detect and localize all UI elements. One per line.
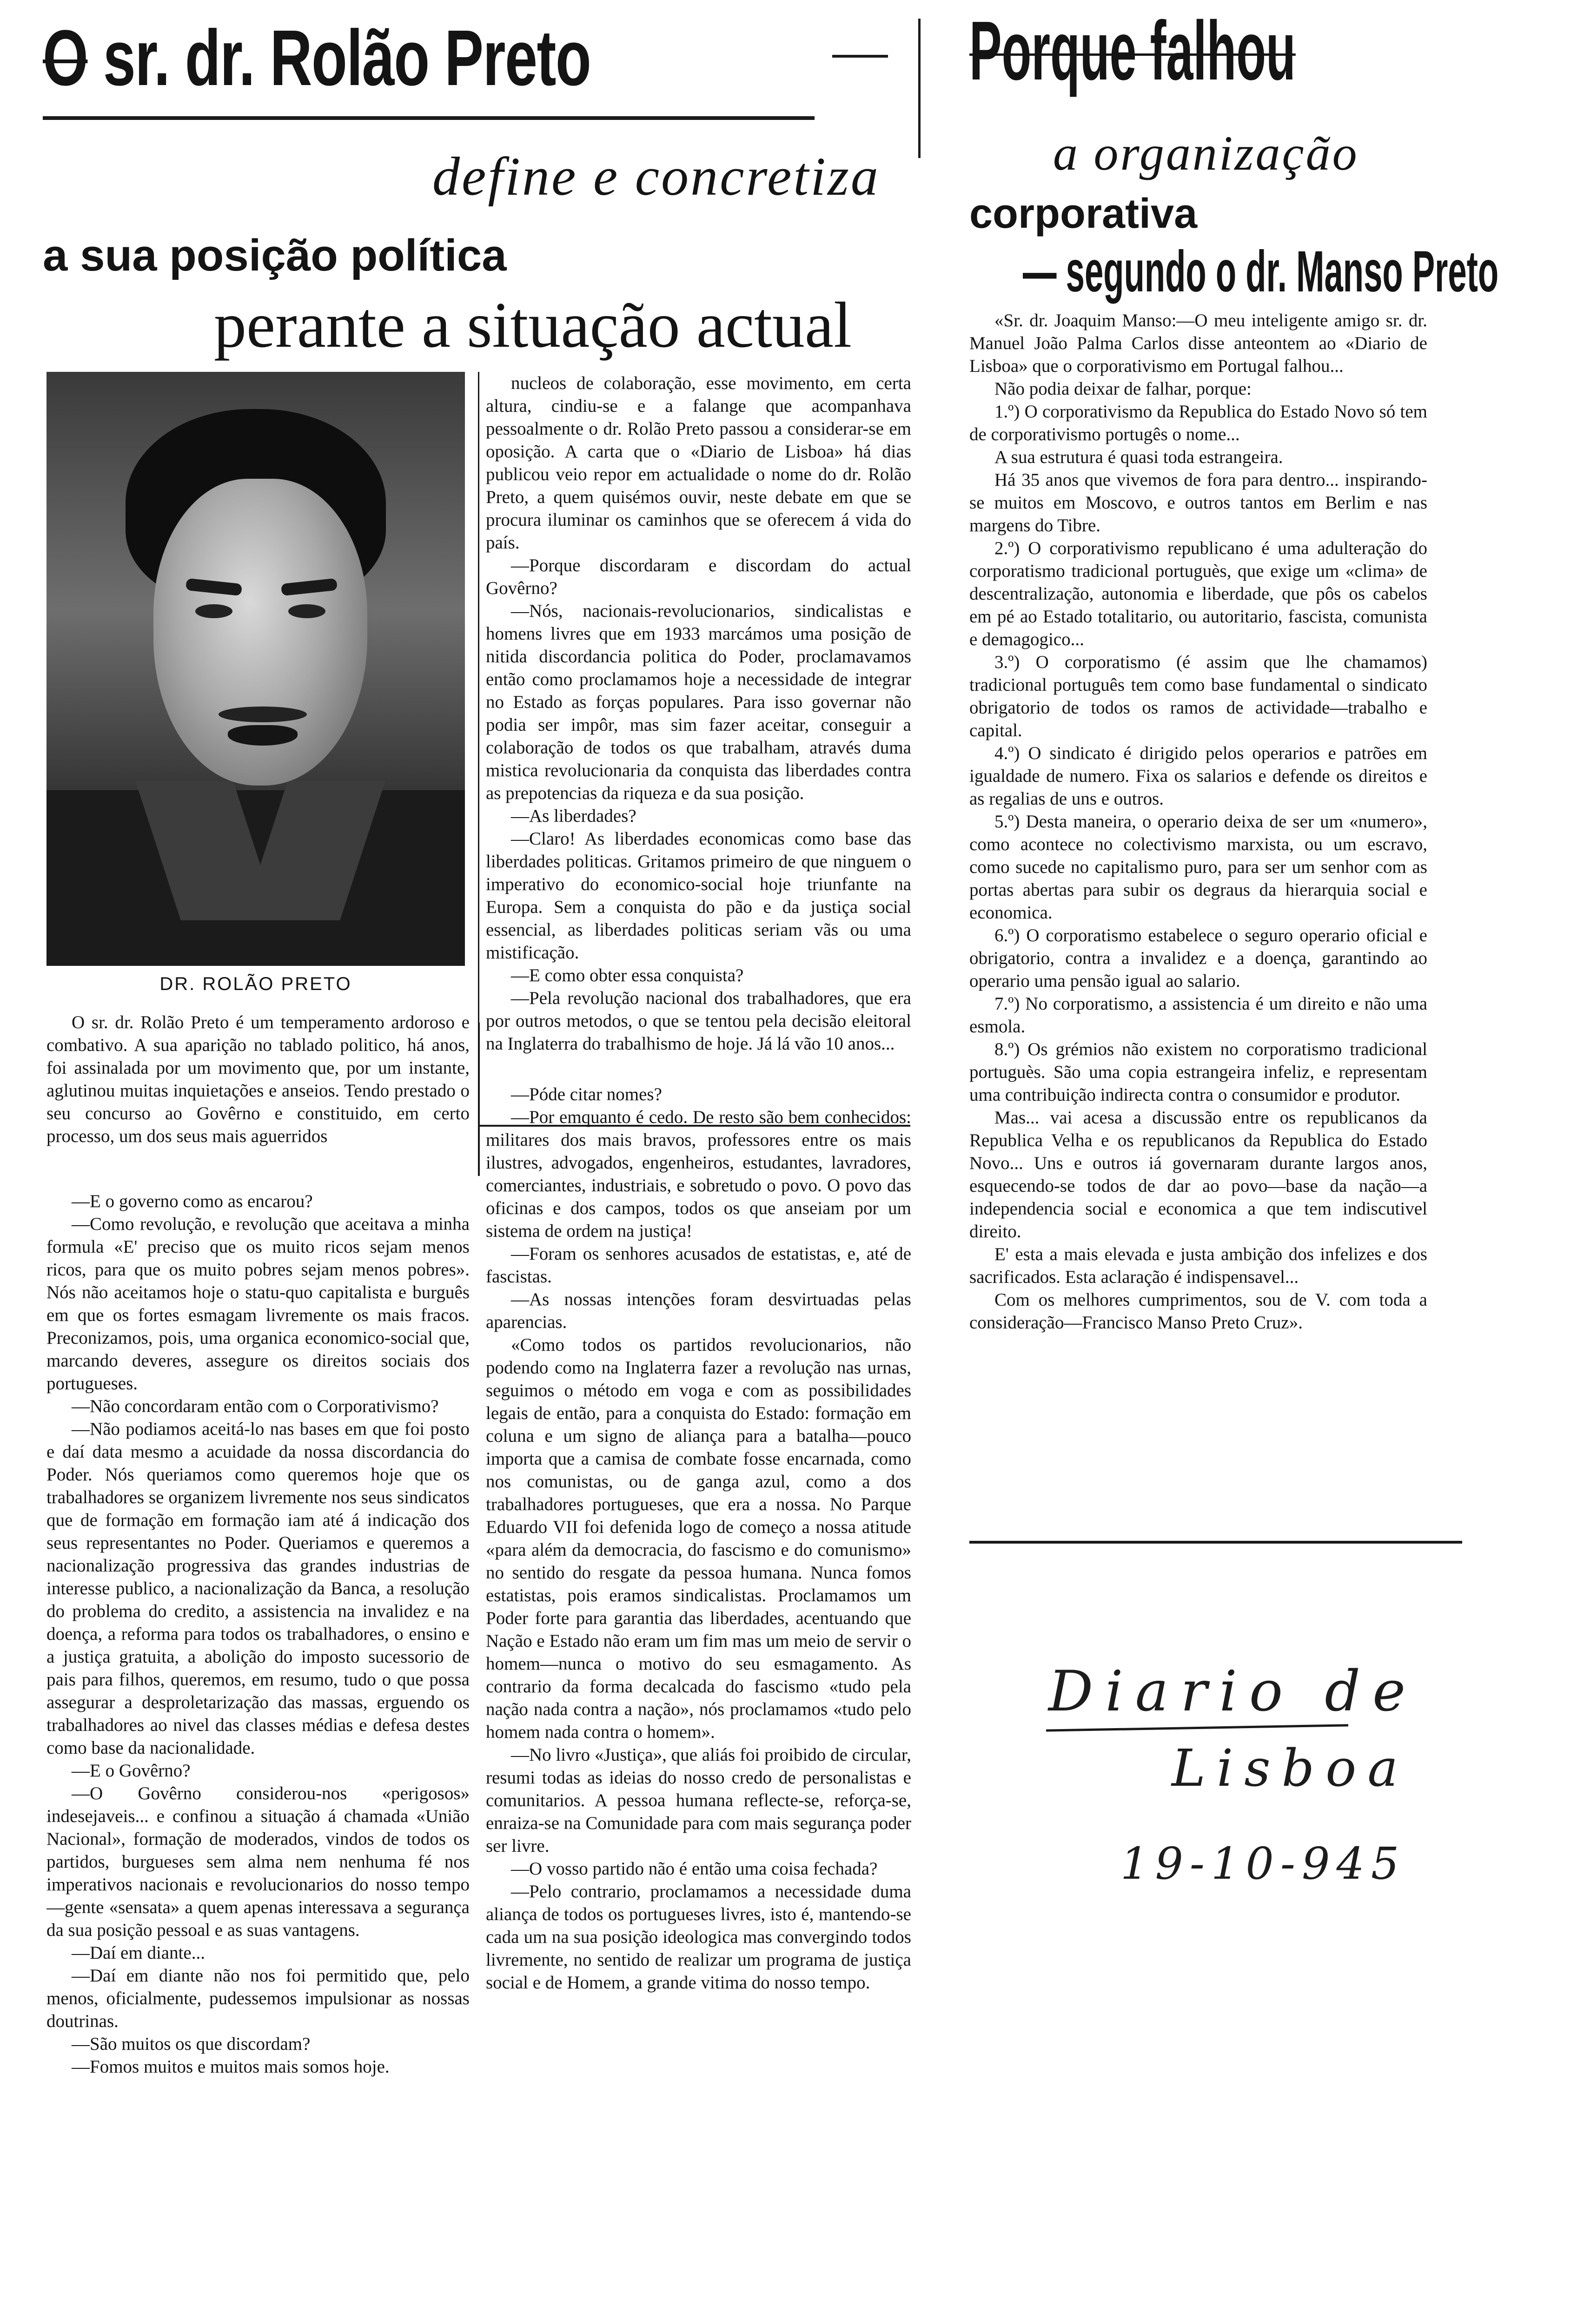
right-para: 6.º) O corporatismo estabelece o seguro operario oficial e obrigatorio, contra a invalidez e a doença, garantindo ao operario uma pensão igual ao salario.: [969, 925, 1427, 991]
right-para: Há 35 anos que vivemos de fora para dentro... inspirando-se muitos em Moscovo, e outros tantos em Berlim e nas margens do Tibre.: [969, 470, 1427, 535]
left-subhead-script: define e concretiza: [432, 146, 880, 207]
right-para: 5.º) Desta maneira, o operario deixa de ser um «numero», como acontece no colectivismo marxista, ou um escravo, como sucede no capitalismo puro, para ser um senhor com as portas abertas para subir os degraus da hierarquia social e economica.: [969, 812, 1427, 923]
handwritten-source-line2: Lisboa: [1172, 1738, 1409, 1798]
left-para: —E o governo como as encarou?: [72, 1191, 313, 1211]
right-para: 4.º) O sindicato é dirigido pelos operarios e patrões em igualdade de numero. Fixa os salarios e defende os direitos e as regalias de uns e outros.: [969, 743, 1427, 809]
right-subhead-bold: corporativa: [969, 191, 1198, 237]
headline-underline: [43, 116, 815, 120]
left-para: —Não concordaram então com o Corporativismo?: [72, 1396, 439, 1416]
right-para: Mas... vai acesa a discussão entre os republicanos da Republica Velha e os republicanos da Republica do Estado Novo... Uns e outros iá governaram durante largos anos, esquecendo-se todos de dar ao povo—base da nação—a independencia social e economica a que tem indiscutivel direito.: [969, 1108, 1427, 1241]
right-column-body: [969, 309, 1427, 1513]
mid-para: —Foram os senhores acusados de estatistas, e, até de fascistas.: [486, 1244, 911, 1287]
portrait-photo: [46, 372, 465, 966]
left-para: —Não podiamos aceitá-lo nas bases em que foi posto e daí data mesmo a acuidade da nossa discordancia do Poder. Nós queriamos como queremos hoje que os trabalhadores se organizem livremente nos seus sindicatos que de formação em formação iam até á indicação dos seus representantes no Poder. Queriamos e queremos a nacionalização progressiva das grandes industrias de interesse publico, a nacionalização da Banca, a resolução do problema do credito, a assistencia na invalidez e na doença, a reforma para todos os trabalhadores, o ensino e a justiça gratuita, a abolição do imposto sucessorio de pais para filhos, queremos, em resumo, tudo o que possa assegurar a desproletarização das massas, erguendo os trabalhadores ao nivel das classes médias e defesa destes como base da nacionalidade.: [46, 1419, 470, 1758]
left-para: —O Govêrno considerou-nos «perigosos» indesejaveis... e confinou a situação á chamada «União Nacional», formação de moderados, vindos de todos os partidos, burgueses sem alma nem nenhuma fé nos imperativos nacionais e revolucionarios do nosso tempo—gente «sensata» a quem apenas interessava a segurança da sua posição pessoal e as suas vantagens.: [46, 1783, 470, 1940]
headline-dash: [832, 55, 888, 58]
mid-para: —Porque discordaram e discordam do actual Govêrno?: [486, 555, 911, 598]
mid-para: —As liberdades?: [511, 806, 636, 826]
mid-para: —Pelo contrario, proclamamos a necessidade duma aliança de todos os portugueses livres, isto é, mantendo-se cada um na sua posição ideologica mas convergindo todos livremente, no sentido de realizar um programa de justiça social e de Homem, a grande vitima do nosso tempo.: [486, 1882, 911, 1993]
left-para: —São muitos os que discordam?: [72, 2034, 311, 2054]
middle-column-body: [486, 372, 911, 2226]
right-headline: Porque falhou: [969, 4, 1296, 98]
mid-para: —O vosso partido não é então uma coisa fechada?: [511, 1859, 878, 1879]
mid-para: —Pela revolução nacional dos trabalhadores, que era por outros metodos, o que se tentou pela decisão eleitoral na Inglaterra do trabalhismo de hoje. Já lá vão 10 anos...: [486, 988, 911, 1054]
right-para: 8.º) Os grémios não existem no corporatismo tradicional portuguès. São uma copia estrangeira infeliz, e representam uma contribuição indirecta contra o consumidor e produtor.: [969, 1039, 1427, 1105]
mid-para: —Póde citar nomes?: [511, 1084, 662, 1104]
mid-para: —No livro «Justiça», que aliás foi proibido de circular, resumi todas as ideias do nosso credo de personalistas e comunitarios. A pessoa humana reflecte-se, reforça-se, enraiza-se na Comunidade para com mais segurança poder ser livre.: [486, 1745, 911, 1856]
mid-para: —E como obter essa conquista?: [511, 965, 744, 985]
mid-para: —Nós, nacionais-revolucionarios, sindicalistas e homens livres que em 1933 marcámos uma posição de nitida discordancia politica do Poder, proclamavamos então como proclamamos hoje a necessidade de integrar no Estado as forças populares. Para isso governar não podia ser impôr, mas sim fazer aceitar, conseguir a colaboração de todos os que trabalham, através duma mistica revolucionaria da conquista das liberdades contra as prepotencias da riqueza e da sua posição.: [486, 601, 911, 803]
left-para: —Fomos muitos e muitos mais somos hoje.: [72, 2057, 390, 2077]
mid-para: —Por emquanto é cedo. De resto são bem conhecidos: militares dos mais bravos, professores entre os mais ilustres, advogados, engenheiros, estudantes, lavradores, comerciantes, industriais, e sobretudo o povo. O povo das oficinas e dos campos, todos os que anseiam por um sistema de ordem na justiça!: [486, 1107, 911, 1241]
right-article-end-rule: [969, 1541, 1462, 1544]
mid-para: nucleos de colaboração, esse movimento, em certa altura, cindiu-se e a falange que acompanhava pessoalmente o dr. Rolão Preto passou a considerar-se em oposição. A carta que o «Diario de Lisboa» há dias publicou veio repor em actualidade o nome do dr. Rolão Preto, a quem quisémos ouvir, neste debate em que se procura iluminar os caminhos que se oferecem á vida do país.: [486, 373, 911, 553]
handwritten-source-line1: Diario de: [1048, 1659, 1418, 1724]
right-para: 7.º) No corporatismo, a assistencia é um direito e não uma esmola.: [969, 994, 1427, 1037]
right-para: 2.º) O corporativismo republicano é uma adulteração do corporatismo tradicional portuguès, que exige um «clima» de descentralização, autonomia e liberdade, que pôs os cabelos em pé ao Estado totalitario, ou autoritario, fascista, comunista e demagogico...: [969, 538, 1427, 649]
right-para: A sua estrutura é quasi toda estrangeira.: [994, 447, 1283, 467]
left-subhead-serif: perante a situação actual: [214, 289, 852, 361]
intro-text: O sr. dr. Rolão Preto é um temperamento ardoroso e combativo. A sua aparição no tablado politico, há anos, foi assinalada por um movimento que, por um instante, aglutinou muitas inquietações e anseios. Tendo prestado o seu concurso ao Govêrno e constituido, em certo processo, um dos seus mais aguerridos: [46, 1012, 470, 1146]
right-para: «Sr. dr. Joaquim Manso:—O meu inteligente amigo sr. dr. Manuel João Palma Carlos disse anteontem ao «Diario de Lisboa» que o corporativismo em Portugal falhou...: [969, 310, 1427, 376]
handwritten-underline: [1046, 1724, 1348, 1731]
mid-para: —As nossas intenções foram desvirtuadas pelas aparencias.: [486, 1289, 911, 1332]
handwritten-date: 19-10-945: [1120, 1838, 1406, 1889]
left-para: —Como revolução, e revolução que aceitava a minha formula «E' preciso que os muito ricos sejam menos ricos, para que os muito pobres sejam menos pobres». Nós não aceitamos hoje o statu-quo capitalista e burguês em que os fortes esmagam livremente os mais fracos. Preconizamos, pois, uma organica economico-social que, marcando deveres, assegure os direitos sociais dos portugueses.: [46, 1214, 470, 1393]
left-headline: [43, 14, 591, 102]
headline-text: sr. dr. Rolão Preto: [87, 14, 591, 102]
column-separator: [918, 19, 921, 158]
intro-box-right-edge: [478, 1023, 480, 1176]
mid-column-left-rule: [478, 372, 479, 1023]
right-subhead-byline: — segundo o dr. Manso Preto: [1023, 239, 1499, 304]
right-para: 3.º) O corporatismo (é assim que lhe chamamos) tradicional português tem como base fundamental o sindicato obrigatorio de todos os ramos de actividade—trabalho e capital.: [969, 652, 1427, 740]
mid-para: —Claro! As liberdades economicas como base das liberdades politicas. Gritamos primeiro de que ninguem o imperativo do economico-social hoje triunfante na Europa. Sem a conquista do pão e da justiça social essencial, as liberdades politicas seriam vãs ou uma mistificação.: [486, 829, 911, 963]
right-para: 1.º) O corporativismo da Republica do Estado Novo só tem de corporativismo portugês o nome...: [969, 402, 1427, 444]
right-para: Com os melhores cumprimentos, sou de V. com toda a consideração—Francisco Manso Preto Cruz».: [969, 1290, 1427, 1333]
right-para: E' esta a mais elevada e justa ambição dos infelizes e dos sacrificados. Esta aclaração é indispensavel...: [969, 1244, 1427, 1287]
left-para: —Daí em diante não nos foi permitido que, pelo menos, oficialmente, pudessemos impulsionar as nossas doutrinas.: [46, 1966, 470, 2031]
photo-caption: DR. ROLÃO PRETO: [159, 974, 352, 994]
right-para: Não podia deixar de falhar, porque:: [994, 379, 1252, 399]
right-subhead-script: a organização: [1053, 126, 1359, 180]
left-para: —Daí em diante...: [72, 1943, 205, 1963]
left-column-body: [46, 1190, 470, 2231]
mid-para: «Como todos os partidos revolucionarios, não podendo como na Inglaterra fazer a revolução nas urnas, seguimos o método em voga e com as possibilidades legais de então, para a conquista do Estado: formação em coluna e um signo de aliança para a batalha—pouco importa que a camisa de combate fosse encarnada, como nos comunistas, ou de ganga azul, como a dos trabalhadores portugueses, que era a nossa. No Parque Eduardo VII foi defenida logo de começo a nossa atitude «para além da democracia, do fascismo e do comunismo» no sentido do resgate da pessoa humana. Nunca fomos estatistas, pois eramos sindicalistas. Proclamamos um Poder forte para garantia das liberdades, acentuando que Nação e Estado não eram um fim mas um meio de servir o homem—nunca o motivo do seu esmagamento. As contrario da forma decalcada do fascismo «tudo pela nação nada contra a nação», nós proclamamos «tudo pelo homem nada contra o homem».: [486, 1335, 911, 1742]
intro-paragraph: [46, 1011, 470, 1183]
left-para: —E o Govêrno?: [72, 1761, 191, 1781]
left-subhead-bold: a sua posição política: [43, 231, 507, 280]
headline-struck-letter: O: [43, 14, 88, 102]
